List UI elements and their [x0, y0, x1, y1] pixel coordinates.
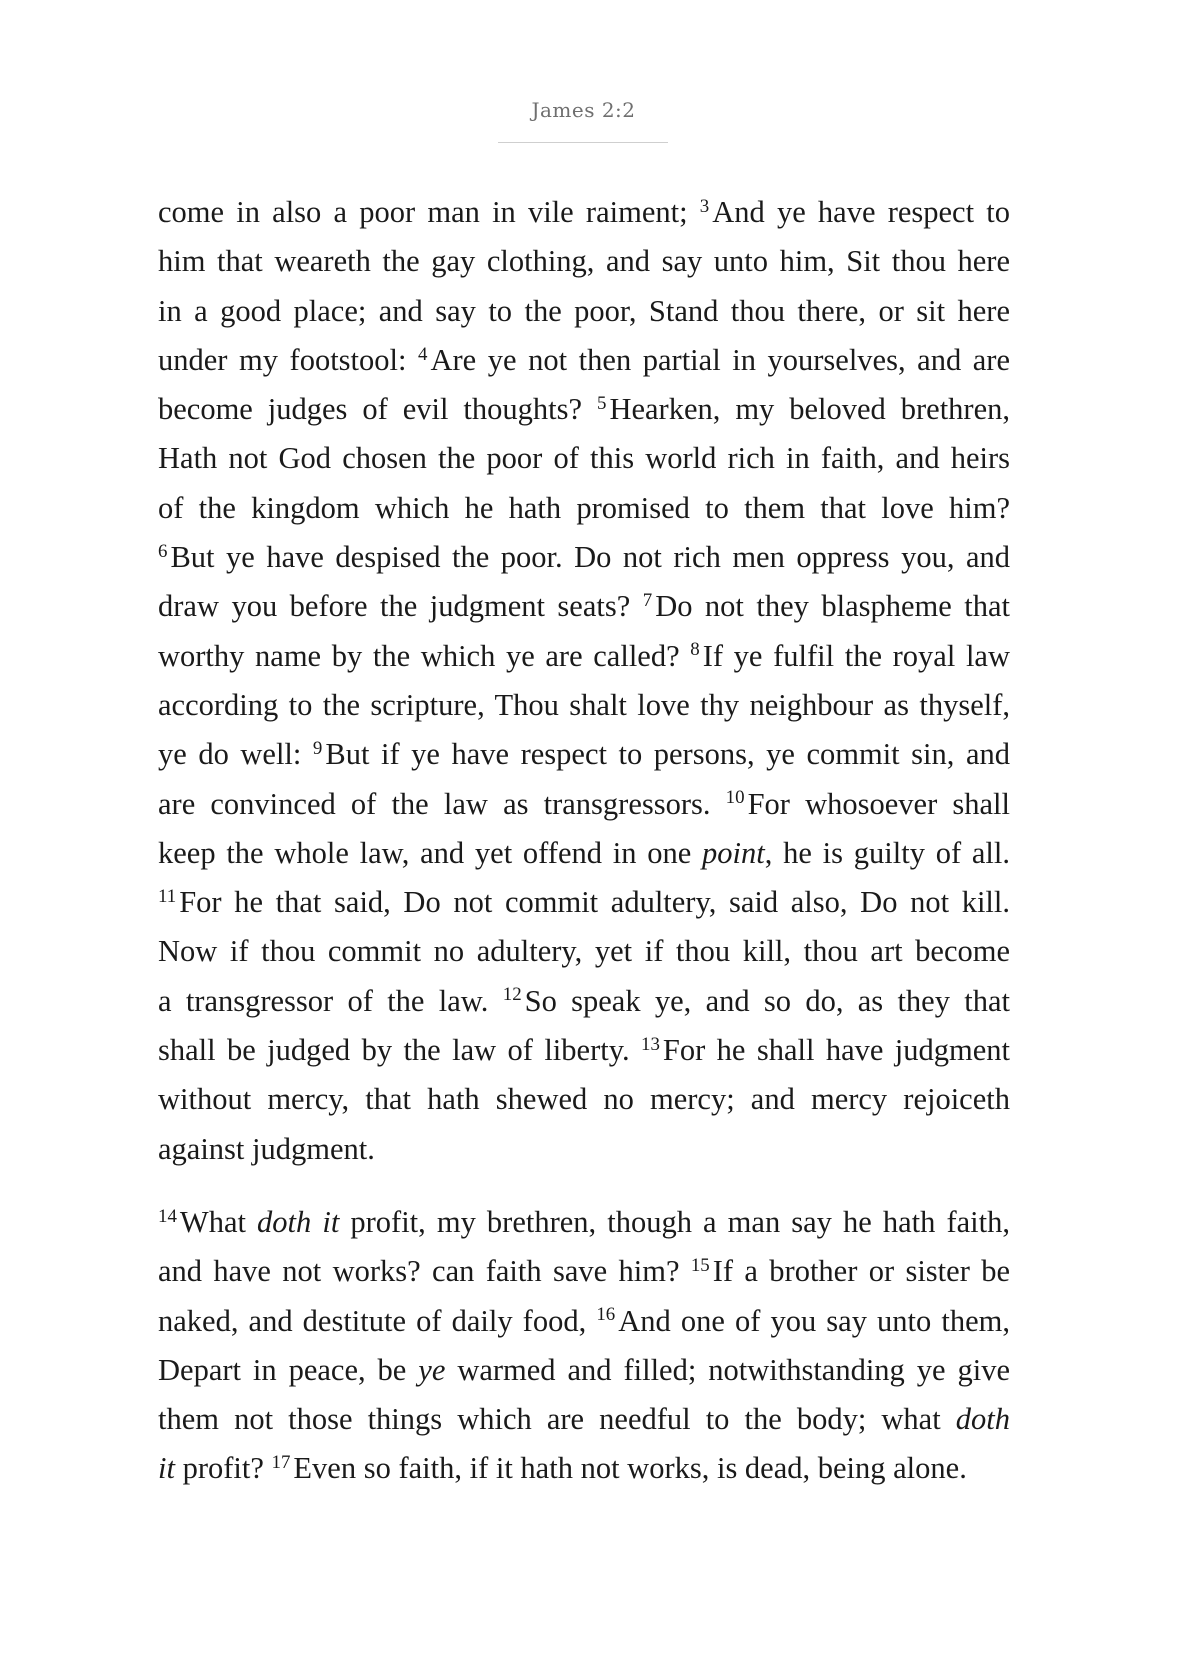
- text-line: [158, 1026, 1010, 1075]
- verse-number: 4: [418, 343, 428, 365]
- verse-text: If ye fulfil the royal law: [702, 638, 1010, 673]
- verse-text: according to the scripture, Thou shalt love thy neighbour as thyself,: [158, 687, 1010, 722]
- text-line: [158, 1075, 1010, 1124]
- verse-number: 14: [158, 1205, 177, 1227]
- text-line: [158, 878, 1010, 927]
- text-line: [158, 1444, 1010, 1493]
- verse-number: 8: [690, 639, 700, 661]
- paragraph: [158, 1198, 1010, 1494]
- verse-text: draw you before the judgment seats?: [158, 589, 643, 624]
- verse-number: 6: [158, 540, 168, 562]
- verse-text: without mercy, that hath shewed no mercy; and mercy rejoiceth: [158, 1082, 1010, 1117]
- verse-text: against judgment.: [158, 1131, 375, 1166]
- verse-text: And one of you say unto them,: [618, 1303, 1010, 1338]
- verse-text: him that weareth the gay clothing, and say unto him, Sit thou here: [158, 244, 1010, 279]
- verse-number: 13: [640, 1033, 660, 1055]
- verse-text: For he shall have judgment: [662, 1033, 1010, 1068]
- verse-number: 17: [271, 1452, 291, 1474]
- verse-number: 5: [597, 392, 607, 414]
- text-line: [158, 336, 1010, 385]
- running-head: James 2:2: [531, 98, 636, 122]
- text-line: [158, 484, 1010, 533]
- verse-text: So speak ye, and so do, as they that: [524, 983, 1010, 1018]
- text-line: [158, 632, 1010, 681]
- verse-text: are convinced of the law as transgressors.: [158, 786, 726, 821]
- verse-text: But if ye have respect to persons, ye commit sin, and: [325, 737, 1010, 772]
- verse-number: 11: [158, 885, 177, 907]
- text-line: [158, 1198, 1010, 1247]
- verse-number: 16: [596, 1304, 616, 1326]
- text-line: [158, 1395, 1010, 1444]
- text-line: [158, 287, 1010, 336]
- text-line: [158, 434, 1010, 483]
- verse-text: warmed and filled; notwithstanding ye give: [445, 1352, 1010, 1387]
- verse-text: become judges of evil thoughts?: [158, 392, 597, 427]
- verse-text: What: [179, 1204, 258, 1239]
- verse-text: under my footstool:: [158, 342, 419, 377]
- verse-text: of the kingdom which he hath promised to them that love him?: [158, 490, 1010, 525]
- verse-text: , he is guilty of all.: [764, 835, 1010, 870]
- verse-text: If a brother or sister be: [712, 1254, 1010, 1289]
- verse-text: ye do well:: [158, 737, 313, 772]
- verse-number: 10: [725, 787, 745, 809]
- text-line: [158, 385, 1010, 434]
- text-line: [158, 681, 1010, 730]
- verse-text: Now if thou commit no adultery, yet if thou kill, thou art become: [158, 934, 1010, 969]
- verse-text: Are ye not then partial in yourselves, and are: [430, 342, 1010, 377]
- text-line: [158, 1125, 1010, 1174]
- italic-text: it: [158, 1451, 175, 1486]
- verse-number: 9: [312, 737, 323, 759]
- verse-text: in a good place; and say to the poor, Stand thou there, or sit here: [158, 293, 1010, 328]
- text-line: [158, 1297, 1010, 1346]
- verse-text: But ye have despised the poor. Do not rich men oppress you, and: [170, 540, 1010, 575]
- verse-number: 12: [502, 984, 522, 1006]
- verse-number: 3: [699, 195, 710, 217]
- text-line: [158, 829, 1010, 878]
- verse-text: naked, and destitute of daily food,: [158, 1303, 597, 1338]
- verse-text: Hath not God chosen the poor of this world rich in faith, and heirs: [158, 441, 1010, 476]
- verse-text: a transgressor of the law.: [158, 983, 503, 1018]
- text-line: [158, 780, 1010, 829]
- verse-text: Depart in peace, be: [158, 1352, 419, 1387]
- header-divider: [498, 142, 668, 143]
- text-line: [158, 188, 1010, 237]
- text-line: [158, 730, 1010, 779]
- verse-text: come in also a poor man in vile raiment;: [158, 195, 700, 229]
- verse-text: and have not works? can faith save him?: [158, 1254, 691, 1289]
- verse-text: them not those things which are needful to the body; what: [158, 1402, 956, 1437]
- paragraph: [158, 188, 1010, 1174]
- verse-text: For he that said, Do not commit adultery, said also, Do not kill.: [179, 885, 1010, 920]
- italic-text: doth it: [257, 1204, 340, 1239]
- verse-number: 7: [642, 589, 653, 611]
- text-line: [158, 1247, 1010, 1296]
- text-line: [158, 237, 1010, 286]
- verse-text: profit?: [174, 1451, 272, 1486]
- italic-text: point: [702, 835, 765, 870]
- text-line: [158, 582, 1010, 631]
- verse-text: worthy name by the which ye are called?: [158, 638, 691, 673]
- text-line: [158, 533, 1010, 582]
- verse-text: And ye have respect to: [712, 195, 1010, 229]
- italic-text: ye: [418, 1352, 446, 1387]
- text-line: [158, 977, 1010, 1026]
- text-line: [158, 1346, 1010, 1395]
- verse-text: For whosoever shall: [747, 786, 1010, 821]
- scripture-text: [158, 188, 1010, 1494]
- verse-text: Do not they blaspheme that: [655, 589, 1010, 624]
- text-line: [158, 927, 1010, 976]
- verse-text: Hearken, my beloved brethren,: [609, 392, 1010, 427]
- verse-text: profit, my brethren, though a man say he hath faith,: [339, 1204, 1011, 1239]
- verse-number: 15: [690, 1254, 710, 1276]
- italic-text: doth: [955, 1402, 1010, 1437]
- verse-text: Even so faith, if it hath not works, is dead, being alone.: [293, 1451, 967, 1486]
- verse-text: shall be judged by the law of liberty.: [158, 1033, 641, 1068]
- verse-text: keep the whole law, and yet offend in one: [158, 835, 703, 870]
